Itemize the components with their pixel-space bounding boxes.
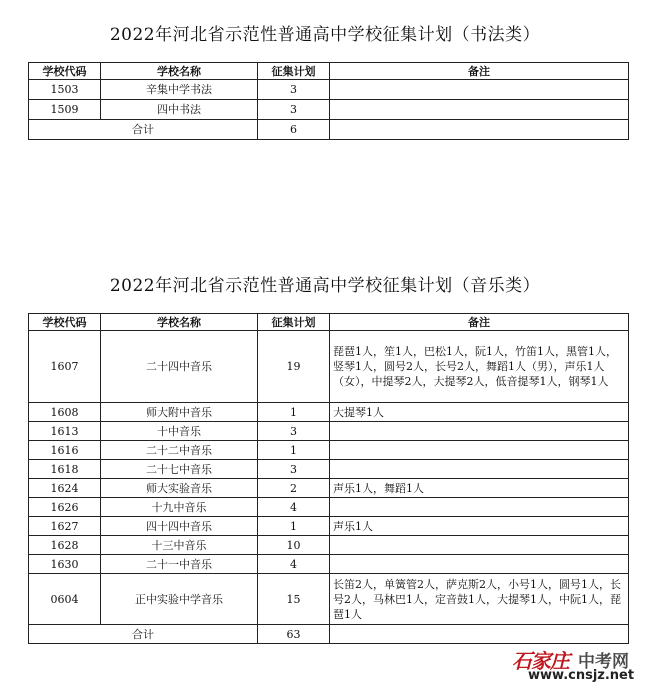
- school-name: 二十七中音乐: [101, 460, 258, 479]
- plan-count: 3: [258, 80, 330, 100]
- plan-count: 1: [258, 441, 330, 460]
- note: [330, 498, 629, 517]
- table-row: [29, 441, 629, 460]
- school-name: 师大实验音乐: [101, 479, 258, 498]
- table-header-row: [29, 63, 629, 80]
- note: 声乐1人: [330, 517, 629, 536]
- school-code: 1630: [29, 555, 101, 574]
- plan-count: 19: [258, 331, 330, 403]
- note: [330, 100, 629, 120]
- plan-count: 4: [258, 555, 330, 574]
- school-code: 1626: [29, 498, 101, 517]
- watermark-url: www.cnsjz.net: [528, 668, 635, 683]
- total-value: 6: [258, 120, 330, 140]
- note: [330, 422, 629, 441]
- header-note: 备注: [330, 314, 629, 331]
- table-row: [29, 536, 629, 555]
- plan-count: 1: [258, 517, 330, 536]
- table-row: [29, 331, 629, 403]
- school-code: 1616: [29, 441, 101, 460]
- watermark-brush-text: 石家庄: [512, 649, 569, 673]
- header-school-name: 学校名称: [101, 314, 258, 331]
- plan-count: 10: [258, 536, 330, 555]
- table-row: [29, 422, 629, 441]
- table-row: [29, 80, 629, 100]
- plan-count: 4: [258, 498, 330, 517]
- total-value: 63: [258, 625, 330, 644]
- note: [330, 555, 629, 574]
- school-name: 四十四中音乐: [101, 517, 258, 536]
- school-name: 二十一中音乐: [101, 555, 258, 574]
- watermark-site-name: 中考网: [578, 652, 629, 672]
- calligraphy-plan-title: 2022年河北省示范性普通高中学校征集计划（书法类）: [109, 25, 541, 45]
- note: 声乐1人，舞蹈1人: [330, 479, 629, 498]
- header-school-code: 学校代码: [29, 314, 101, 331]
- total-row: [29, 625, 629, 644]
- header-school-code: 学校代码: [29, 63, 101, 80]
- plan-count: 3: [258, 422, 330, 441]
- plan-count: 3: [258, 100, 330, 120]
- table-row: [29, 460, 629, 479]
- table-row: [29, 555, 629, 574]
- school-code: 1628: [29, 536, 101, 555]
- table-row: [29, 498, 629, 517]
- school-code: 1503: [29, 80, 101, 100]
- school-name: 正中实验中学音乐: [101, 574, 258, 625]
- table-row: [29, 479, 629, 498]
- music-plan-title: 2022年河北省示范性普通高中学校征集计划（音乐类）: [109, 276, 541, 296]
- school-name: 十三中音乐: [101, 536, 258, 555]
- school-name: 师大附中音乐: [101, 403, 258, 422]
- table-header-row: [29, 314, 629, 331]
- school-code: 0604: [29, 574, 101, 625]
- school-name: 十中音乐: [101, 422, 258, 441]
- music-plan-table: [28, 313, 629, 644]
- note: 大提琴1人: [330, 403, 629, 422]
- school-name: 辛集中学书法: [101, 80, 258, 100]
- note: [330, 441, 629, 460]
- school-code: 1627: [29, 517, 101, 536]
- plan-count: 2: [258, 479, 330, 498]
- note: [330, 625, 629, 644]
- school-name: 二十四中音乐: [101, 331, 258, 403]
- total-label: 合计: [29, 120, 258, 140]
- site-watermark: [512, 645, 642, 685]
- table-row: [29, 517, 629, 536]
- table-row: [29, 574, 629, 625]
- note: [330, 536, 629, 555]
- note: [330, 120, 629, 140]
- table-row: [29, 100, 629, 120]
- school-code: 1624: [29, 479, 101, 498]
- school-name: 四中书法: [101, 100, 258, 120]
- total-row: [29, 120, 629, 140]
- header-plan: 征集计划: [258, 314, 330, 331]
- header-plan: 征集计划: [258, 63, 330, 80]
- note: 琵琶1人，笙1人，巴松1人，阮1人，竹笛1人，黑管1人，竖琴1人，圆号2人，长号2人，舞蹈1人（男），声乐1人（女），中提琴2人，大提琴2人，低音提琴1人，钢琴1人: [330, 331, 629, 403]
- calligraphy-plan-table: [28, 62, 629, 140]
- header-note: 备注: [330, 63, 629, 80]
- school-code: 1608: [29, 403, 101, 422]
- school-code: 1613: [29, 422, 101, 441]
- plan-count: 15: [258, 574, 330, 625]
- school-code: 1509: [29, 100, 101, 120]
- school-code: 1607: [29, 331, 101, 403]
- plan-count: 3: [258, 460, 330, 479]
- school-name: 二十二中音乐: [101, 441, 258, 460]
- school-name: 十九中音乐: [101, 498, 258, 517]
- note: [330, 80, 629, 100]
- school-code: 1618: [29, 460, 101, 479]
- note: [330, 460, 629, 479]
- plan-count: 1: [258, 403, 330, 422]
- total-label: 合计: [29, 625, 258, 644]
- header-school-name: 学校名称: [101, 63, 258, 80]
- table-row: [29, 403, 629, 422]
- note: 长笛2人，单簧管2人，萨克斯2人，小号1人，圆号1人，长号2人，马林巴1人，定音鼓1人，大提琴1人，中阮1人，琵琶1人: [330, 574, 629, 625]
